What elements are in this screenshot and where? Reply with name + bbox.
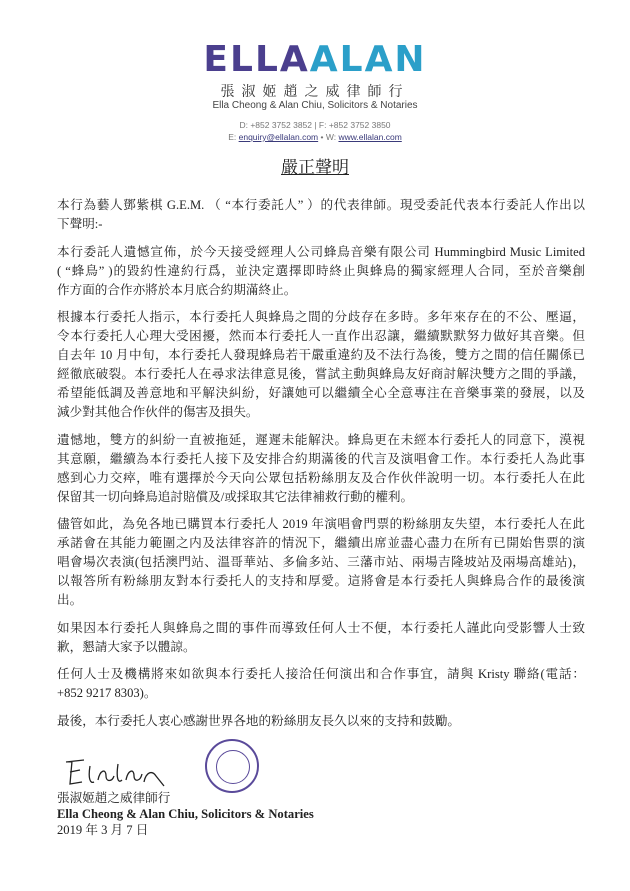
text-line: 感到心力交瘁，唯有選擇於今天向公眾包括粉絲朋友及合作伙伴說明一切。本行委托人在此 <box>57 470 585 485</box>
text-line: 承諾會在其能力範圍之内及法律容許的情況下，繼續出席並盡心盡力在所有已開始售票的演 <box>57 536 585 550</box>
text-line: 本行為藝人鄧紫棋 G.E.M. （ “本行委託人” ）的代表律師。現受委託代表本行委託人作出以 <box>57 198 585 212</box>
text-line: +852 9217 8303)。 <box>57 686 157 700</box>
text-line: 下聲明:- <box>57 217 103 231</box>
logo-ella: ELLA <box>203 39 310 80</box>
text-line: 根據本行委托人指示，本行委托人與蜂鳥之間的分歧存在多時。多年來存在的不公、壓逼， <box>57 310 585 324</box>
paragraph <box>57 431 585 507</box>
letter-body <box>57 196 585 739</box>
email-label: E: <box>228 132 237 142</box>
text-line: 任何人士及機構將來如欲與本行委托人接洽任何演出和合作事宜，請與 Kristy 聯絡(電話： <box>57 667 585 681</box>
web-link[interactable]: www.ellalan.com <box>338 132 402 142</box>
signer-firm-cn: 張淑姬趙之威律師行 <box>57 791 171 805</box>
company-seal <box>205 739 259 793</box>
text-line: 希望能低調及善意地和平解決糾紛，好讓她可以繼續全心全意專注在音樂事業的發展，以及 <box>57 386 585 400</box>
text-line: 其意願，繼續為本行委托人接下及安排合約期滿後的代言及演唱會工作。本行委托人為此事 <box>57 451 585 466</box>
firm-name-cn: 張淑姬趙之威律師行 <box>220 84 410 100</box>
paragraph <box>57 243 585 300</box>
text-line: 最後，本行委托人衷心感謝世界各地的粉絲朋友長久以來的支持和鼓勵。 <box>57 713 460 728</box>
text-line: 令本行委托人心理大受困擾，然而本行委托人一直作出忍讓，繼續默默努力做好其音樂。但 <box>57 329 585 343</box>
text-line: 儘管如此，為免各地已購買本行委托人 2019 年演唱會門票的粉絲朋友失望，本行委托人在此 <box>57 517 585 531</box>
email-web-line <box>0 132 630 142</box>
text-line: 出。 <box>57 593 83 607</box>
paragraph <box>57 196 585 234</box>
text-line: 如果因本行委托人與蜂鳥之間的事件而導致任何人士不便，本行委托人謹此向受影響人士致 <box>57 620 585 635</box>
text-line: 自去年 10 月中旬，本行委托人發現蜂鳥若干嚴重違約及不法行為後，雙方之間的信任關係已 <box>57 348 585 362</box>
web-label: • W: <box>320 132 337 142</box>
firm-name-en: Ella Cheong & Alan Chiu, Solicitors & Notaries <box>212 100 418 111</box>
text-line: 以報答所有粉絲朋友對本行委托人的支持和厚愛。這將會是本行委托人與蜂鳥合作的最後演 <box>57 574 585 588</box>
text-line: 本行委託人遺憾宣佈，於今天接受經理人公司蜂鳥音樂有限公司 Hummingbird Music Limited <box>57 244 585 259</box>
letter-date: 2019 年 3 月 7 日 <box>57 823 149 837</box>
firm-logo <box>0 40 630 80</box>
text-line: 遺憾地，雙方的糾紛一直被拖延，遲遲未能解決。蜂鳥更在未經本行委托人的同意下，漠視 <box>57 432 585 447</box>
text-line: 經徹底破裂。本行委托人在尋求法律意見後，嘗試主動與蜂鳥友好商討解決雙方之間的爭議， <box>57 367 585 381</box>
phone-fax: D: +852 3752 3852 | F: +852 3752 3850 <box>239 120 391 130</box>
email-link[interactable]: enquiry@ellalan.com <box>238 132 319 142</box>
paragraph <box>57 712 585 731</box>
text-line: 保留其一切向蜂鳥追討賠償及/或採取其它法律補救行動的權利。 <box>57 489 414 504</box>
text-line: ( “蜂鳥” )的毀約性違約行爲，並決定選擇即時終止與蜂鳥的獨家經理人合同，至於音樂創 <box>57 263 585 278</box>
paragraph <box>57 308 585 422</box>
paragraph <box>57 665 585 703</box>
logo-alan: ALAN <box>309 39 427 80</box>
handwritten-signature <box>60 752 170 792</box>
text-line: 唱會場次表演(包括澳門站、溫哥華站、多倫多站、三藩市站、兩場吉隆坡站及兩場高雄站)， <box>57 555 585 569</box>
paragraph <box>57 515 585 610</box>
text-line: 歉，懇請大家予以體諒。 <box>57 639 196 654</box>
text-line: 減少對其他合作伙伴的傷害及損失。 <box>57 405 259 419</box>
paragraph <box>57 619 585 657</box>
text-line: 作方面的合作亦將於本月底合約期滿終止。 <box>57 282 297 297</box>
document-title: 嚴正聲明 <box>281 158 349 177</box>
signature-block <box>57 790 314 838</box>
signer-firm-en: Ella Cheong & Alan Chiu, Solicitors & Notaries <box>57 807 314 821</box>
